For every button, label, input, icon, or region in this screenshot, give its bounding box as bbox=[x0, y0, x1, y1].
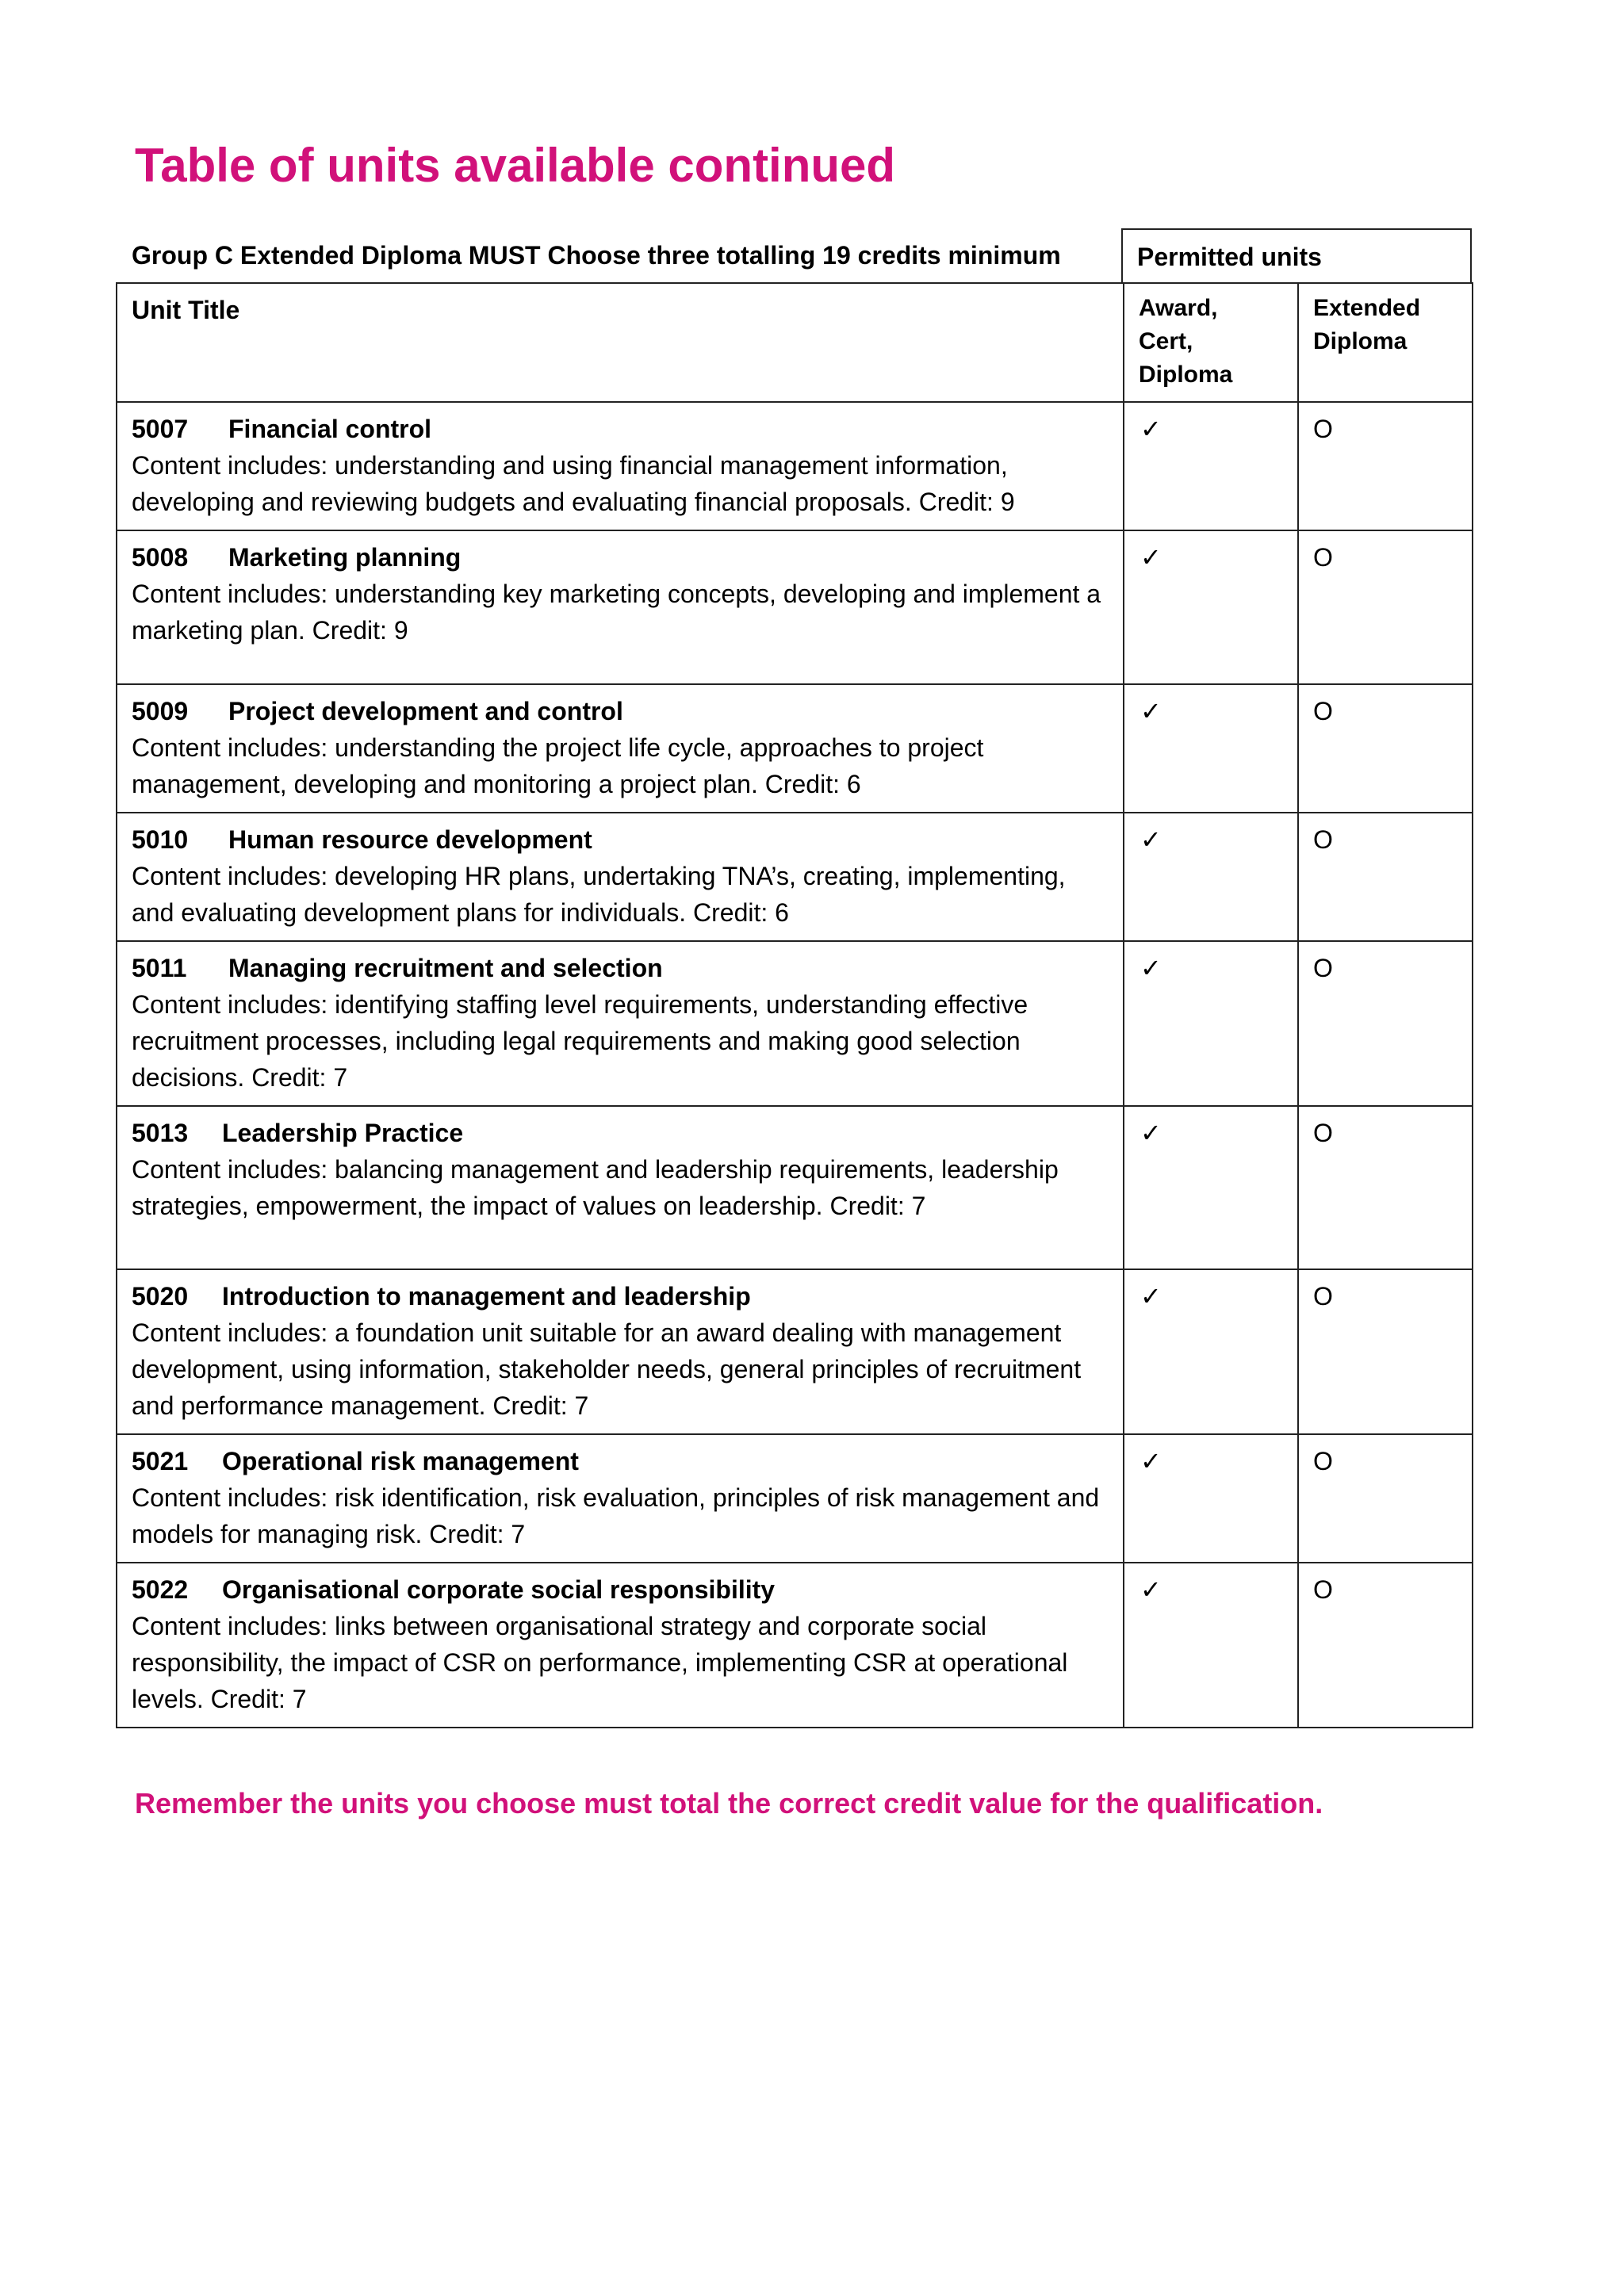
table-row bbox=[117, 1106, 1473, 1269]
optional-marker: O bbox=[1313, 1575, 1333, 1604]
check-icon: ✓ bbox=[1140, 542, 1162, 572]
check-icon: ✓ bbox=[1140, 1118, 1162, 1148]
optional-marker: O bbox=[1313, 825, 1333, 854]
extended-header bbox=[1298, 283, 1473, 402]
table-row bbox=[117, 941, 1473, 1106]
credit-reminder: Remember the units you choose must total the correct credit value for the qualification. bbox=[135, 1787, 1323, 1820]
unit-description: Content includes: links between organisational strategy and corporate social responsibility, the impact of CSR on performance, implementing CSR at operational levels. Credit: 7 bbox=[132, 1612, 1068, 1713]
table-row bbox=[117, 813, 1473, 941]
extended-header-line2: Diploma bbox=[1313, 328, 1408, 354]
unit-cell bbox=[117, 1434, 1124, 1563]
unit-name: Marketing planning bbox=[228, 543, 462, 572]
award-cell bbox=[1124, 530, 1298, 684]
unit-name: Leadership Practice bbox=[222, 1119, 464, 1147]
unit-name: Financial control bbox=[228, 415, 432, 443]
group-header-row bbox=[116, 228, 1472, 284]
award-cell bbox=[1124, 402, 1298, 530]
table-row bbox=[117, 684, 1473, 813]
unit-cell bbox=[117, 813, 1124, 941]
unit-code: 5009 bbox=[132, 697, 189, 725]
unit-description: Content includes: understanding and using financial management information, developing and reviewing budgets and evaluating financial proposals. Credit: 9 bbox=[132, 451, 1015, 516]
unit-code: 5020 bbox=[132, 1282, 189, 1311]
unit-description: Content includes: developing HR plans, undertaking TNA’s, creating, implementing, and evaluating development plans for individuals. Credit: 6 bbox=[132, 862, 1066, 927]
unit-title-header bbox=[117, 283, 1124, 402]
unit-cell bbox=[117, 684, 1124, 813]
units-table bbox=[116, 282, 1473, 1728]
extended-cell bbox=[1298, 1563, 1473, 1728]
unit-cell bbox=[117, 1563, 1124, 1728]
table-row bbox=[117, 1269, 1473, 1434]
extended-cell bbox=[1298, 813, 1473, 941]
check-icon: ✓ bbox=[1140, 1446, 1162, 1476]
optional-marker: O bbox=[1313, 1282, 1333, 1311]
extended-cell bbox=[1298, 1434, 1473, 1563]
extended-cell bbox=[1298, 530, 1473, 684]
unit-cell bbox=[117, 941, 1124, 1106]
award-cell bbox=[1124, 684, 1298, 813]
unit-name: Introduction to management and leadership bbox=[222, 1282, 751, 1311]
award-cell bbox=[1124, 1563, 1298, 1728]
unit-cell bbox=[117, 402, 1124, 530]
extended-header-line1: Extended bbox=[1313, 295, 1421, 321]
extended-cell bbox=[1298, 1269, 1473, 1434]
check-icon: ✓ bbox=[1140, 1281, 1162, 1311]
award-header-line2: Cert, bbox=[1139, 328, 1193, 354]
unit-name: Human resource development bbox=[228, 825, 592, 854]
extended-cell bbox=[1298, 402, 1473, 530]
optional-marker: O bbox=[1313, 543, 1333, 572]
unit-description: Content includes: identifying staffing level requirements, understanding effective recruitment processes, including legal requirements and making good selection decisions. Credit: 7 bbox=[132, 990, 1028, 1092]
table-row bbox=[117, 1563, 1473, 1728]
check-icon: ✓ bbox=[1140, 696, 1162, 726]
award-cell bbox=[1124, 941, 1298, 1106]
unit-cell bbox=[117, 530, 1124, 684]
optional-marker: O bbox=[1313, 1447, 1333, 1475]
unit-name: Operational risk management bbox=[222, 1447, 579, 1475]
award-cell bbox=[1124, 1106, 1298, 1269]
unit-cell bbox=[117, 1269, 1124, 1434]
unit-name: Managing recruitment and selection bbox=[228, 954, 663, 982]
extended-cell bbox=[1298, 1106, 1473, 1269]
optional-marker: O bbox=[1313, 1119, 1333, 1147]
optional-marker: O bbox=[1313, 697, 1333, 725]
unit-title-header-label: Unit Title bbox=[132, 296, 240, 324]
unit-description: Content includes: balancing management and leadership requirements, leadership strategies, empowerment, the impact of values on leadership. Credit: 7 bbox=[132, 1155, 1059, 1220]
table-row bbox=[117, 530, 1473, 684]
permitted-units-label: Permitted units bbox=[1137, 243, 1322, 271]
check-icon: ✓ bbox=[1140, 1575, 1162, 1605]
award-cell bbox=[1124, 1434, 1298, 1563]
table-row bbox=[117, 402, 1473, 530]
unit-description: Content includes: understanding key marketing concepts, developing and implement a marketing plan. Credit: 9 bbox=[132, 580, 1101, 645]
extended-cell bbox=[1298, 684, 1473, 813]
unit-name: Organisational corporate social responsibility bbox=[222, 1575, 776, 1604]
unit-description: Content includes: understanding the project life cycle, approaches to project management, developing and monitoring a project plan. Credit: 6 bbox=[132, 733, 984, 798]
unit-cell bbox=[117, 1106, 1124, 1269]
unit-code: 5022 bbox=[132, 1575, 189, 1604]
optional-marker: O bbox=[1313, 954, 1333, 982]
award-header-line3: Diploma bbox=[1139, 362, 1233, 388]
unit-code: 5010 bbox=[132, 825, 189, 854]
unit-code: 5021 bbox=[132, 1447, 189, 1475]
permitted-units-cell bbox=[1121, 228, 1472, 284]
award-cell bbox=[1124, 1269, 1298, 1434]
group-heading: Group C Extended Diploma MUST Choose three totalling 19 credits minimum bbox=[132, 241, 1061, 270]
table-row bbox=[117, 1434, 1473, 1563]
unit-code: 5007 bbox=[132, 415, 189, 443]
unit-description: Content includes: a foundation unit suitable for an award dealing with management development, using information, stakeholder needs, general principles of recruitment and performance management. Credit: 7 bbox=[132, 1318, 1082, 1420]
unit-code: 5013 bbox=[132, 1119, 189, 1147]
extended-cell bbox=[1298, 941, 1473, 1106]
unit-code: 5008 bbox=[132, 543, 189, 572]
unit-code: 5011 bbox=[132, 954, 187, 982]
page-title: Table of units available continued bbox=[135, 139, 896, 192]
check-icon: ✓ bbox=[1140, 953, 1162, 983]
optional-marker: O bbox=[1313, 415, 1333, 443]
award-header bbox=[1124, 283, 1298, 402]
check-icon: ✓ bbox=[1140, 414, 1162, 444]
unit-description: Content includes: risk identification, risk evaluation, principles of risk management and models for managing risk. Credit: 7 bbox=[132, 1483, 1100, 1548]
table-header-row bbox=[117, 283, 1473, 402]
award-header-line1: Award, bbox=[1139, 295, 1218, 321]
unit-name: Project development and control bbox=[228, 697, 623, 725]
award-cell bbox=[1124, 813, 1298, 941]
check-icon: ✓ bbox=[1140, 825, 1162, 855]
